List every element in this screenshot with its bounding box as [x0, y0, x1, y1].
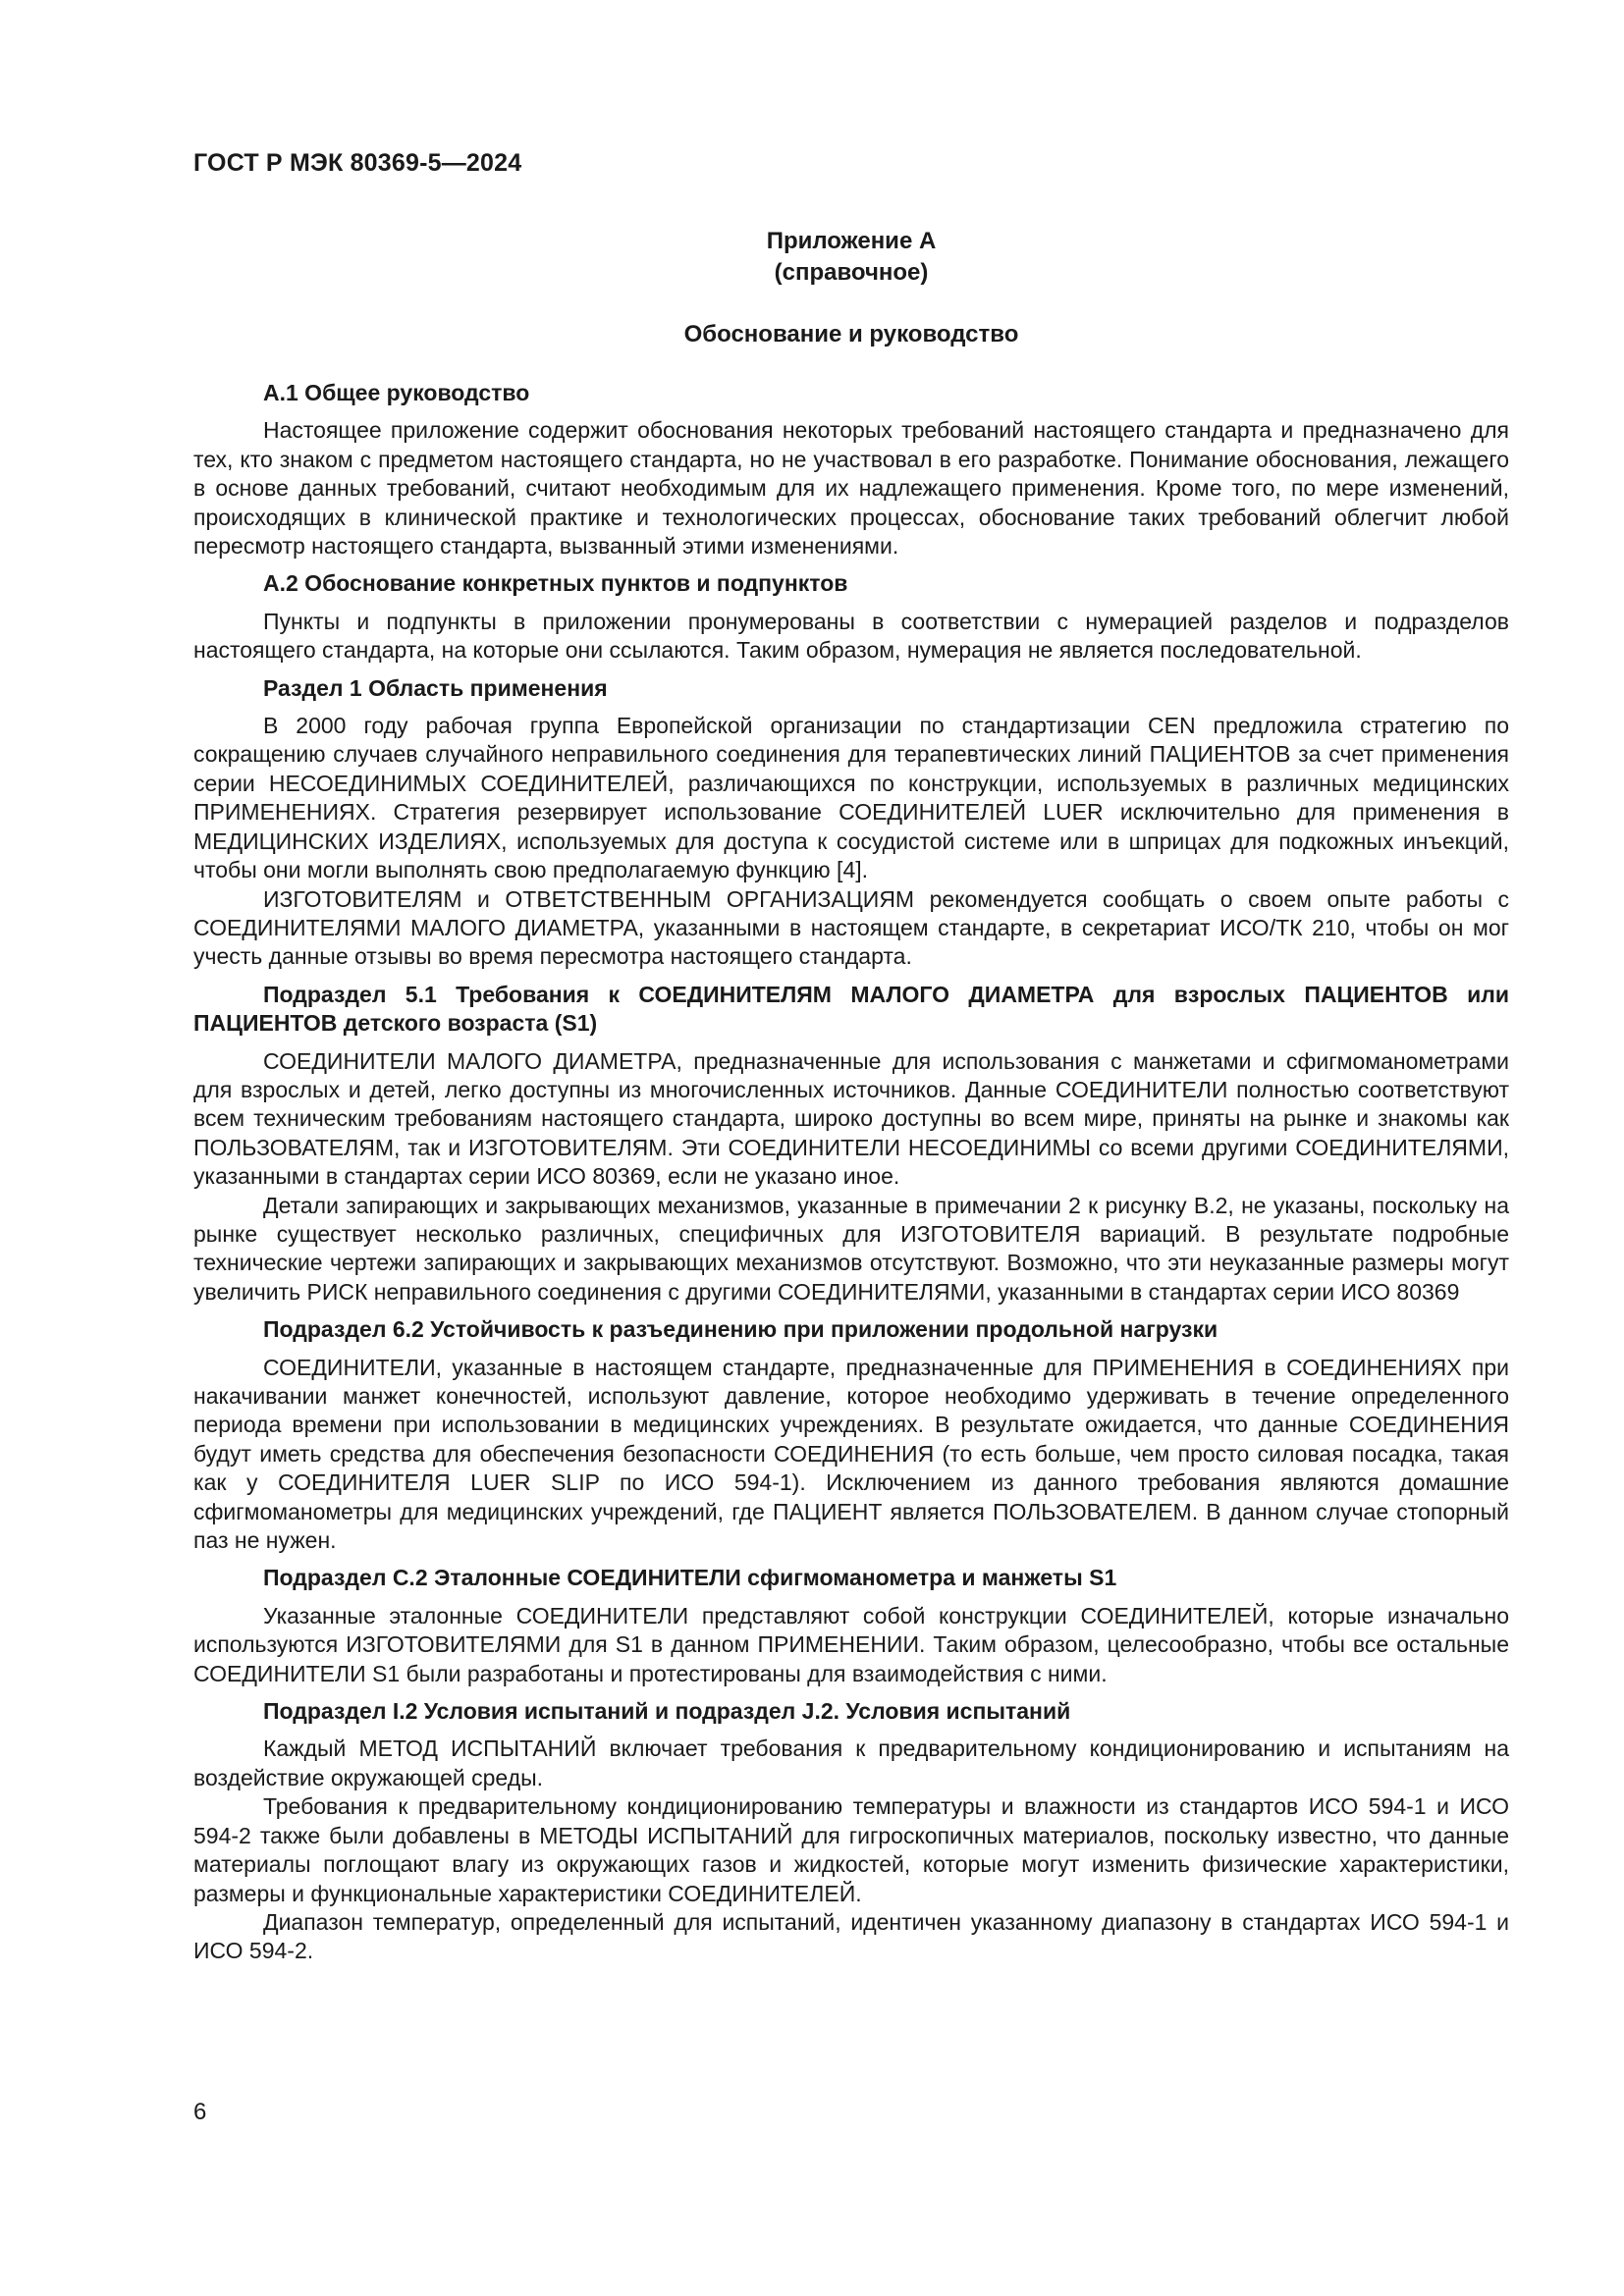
section-heading: Подраздел С.2 Эталонные СОЕДИНИТЕЛИ сфигмоманометра и манжеты S1	[263, 1565, 1117, 1591]
paragraph: Каждый МЕТОД ИСПЫТАНИЙ включает требования к предварительному кондиционированию и испытаниям на воздействие окружающей среды.	[193, 1735, 1509, 1790]
annex-title: Обоснование и руководство	[683, 321, 1019, 347]
section-heading: А.1 Общее руководство	[263, 380, 530, 405]
annex-status: (справочное)	[774, 259, 929, 286]
annex-label: Приложение А	[766, 228, 937, 254]
paragraph: Настоящее приложение содержит обоснования некоторых требований настоящего стандарта и предназначено для тех, кто знаком с предметом настоящего стандарта, но не участвовал в его разработке. Понимание обоснования, лежащего в основе данных требований, считают необходимым для их надлежащего применения. Кроме того, по мере изменений, происходящих в клинической практике и технологических процессах, обоснование таких требований облегчит любой пересмотр настоящего стандарта, вызванный этими изменениями.	[193, 417, 1509, 560]
page-number: 6	[193, 2099, 207, 2125]
paragraph: Требования к предварительному кондиционированию температуры и влажности из стандартов ИСО 594-1 и ИСО 594-2 также были добавлены в МЕТОДЫ ИСПЫТАНИЙ для гигроскопичных материалов, поскольку известно, что данные материалы поглощают влагу из окружающих газов и жидкостей, которые могут изменить физические характеристики, размеры и функциональные характеристики СОЕДИНИТЕЛЕЙ.	[193, 1793, 1509, 1906]
section-heading: Раздел 1 Область применения	[263, 674, 608, 701]
paragraph: Диапазон температур, определенный для испытаний, идентичен указанному диапазону в стандартах ИСО 594-1 и ИСО 594-2.	[193, 1908, 1509, 1964]
paragraph: СОЕДИНИТЕЛИ МАЛОГО ДИАМЕТРА, предназначенные для использования с манжетами и сфигмоманометрами для взрослых и детей, легко доступны из многочисленных источников. Данные СОЕДИНИТЕЛИ полностью соответствуют всем техническим требованиям настоящего стандарта, широко доступны во всем мире, приняты на рынке и знакомы как ПОЛЬЗОВАТЕЛЯМ, так и ИЗГОТОВИТЕЛЯМ. Эти СОЕДИНИТЕЛИ НЕСОЕДИНИМЫ со всеми другими СОЕДИНИТЕЛЯМИ, указанными в стандартах серии ИСО 80369, если не указано иное.	[193, 1047, 1509, 1190]
paragraph: СОЕДИНИТЕЛИ, указанные в настоящем стандарте, предназначенные для ПРИМЕНЕНИЯ в СОЕДИНЕНИЯХ при накачивании манжет конечностей, используют давление, которое необходимо удерживать в течение определенного периода времени при использовании в медицинских учреждениях. В результате ожидается, что данные СОЕДИНЕНИЯ будут иметь средства для обеспечения безопасности СОЕДИНЕНИЯ (то есть больше, чем просто силовая посадка, такая как у СОЕДИНИТЕЛЯ LUER SLIP по ИСО 594-1). Исключением из данного требования являются домашние сфигмоманометры для медицинских учреждений, где ПАЦИЕНТ является ПОЛЬЗОВАТЕЛЕМ. В данном случае стопорный паз не нужен.	[193, 1354, 1509, 1554]
paragraph: Детали запирающих и закрывающих механизмов, указанные в примечании 2 к рисунку В.2, не указаны, поскольку на рынке существует несколько различных, специфичных для ИЗГОТОВИТЕЛЯ вариаций. В результате подробные технические чертежи запирающих и закрывающих механизмов отсутствуют. Возможно, что эти неуказанные размеры могут увеличить РИСК неправильного соединения с другими СОЕДИНИТЕЛЯМИ, указанными в стандартах серии ИСО 80369	[193, 1192, 1509, 1305]
paragraph: Пункты и подпункты в приложении пронумерованы в соответствии с нумерацией разделов и подразделов настоящего стандарта, на которые они ссылаются. Таким образом, нумерация не является последовательной.	[193, 608, 1509, 664]
section-heading: Подраздел I.2 Условия испытаний и подраздел J.2. Условия испытаний	[263, 1698, 1071, 1725]
paragraph: ИЗГОТОВИТЕЛЯМ и ОТВЕТСТВЕННЫМ ОРГАНИЗАЦИЯМ рекомендуется сообщать о своем опыте работы с СОЕДИНИТЕЛЯМИ МАЛОГО ДИАМЕТРА, указанными в настоящем стандарте, в секретариат ИСО/ТК 210, чтобы он мог учесть данные отзывы во время пересмотра настоящего стандарта.	[193, 885, 1509, 970]
paragraph: Указанные эталонные СОЕДИНИТЕЛИ представляют собой конструкции СОЕДИНИТЕЛЕЙ, которые изначально используются ИЗГОТОВИТЕЛЯМИ для S1 в данном ПРИМЕНЕНИИ. Таким образом, целесообразно, чтобы все остальные СОЕДИНИТЕЛИ S1 были разработаны и протестированы для взаимодействия с ними.	[193, 1602, 1509, 1686]
document-body	[193, 379, 1509, 1966]
section-heading: Подраздел 5.1 Требования к СОЕДИНИТЕЛЯМ МАЛОГО ДИАМЕТРА для взрослых ПАЦИЕНТОВ или ПАЦИЕНТОВ детского возраста (S1)	[193, 981, 1509, 1037]
paragraph: В 2000 году рабочая группа Европейской организации по стандартизации CEN предложила стратегию по сокращению случаев случайного неправильного соединения для терапевтических линий ПАЦИЕНТОВ за счет применения серии НЕСОЕДИНИМЫХ СОЕДИНИТЕЛЕЙ, различающихся по конструкции, используемых в различных медицинских ПРИМЕНЕНИЯХ. Стратегия резервирует использование СОЕДИНИТЕЛЕЙ LUER исключительно для применения в МЕДИЦИНСКИХ ИЗДЕЛИЯХ, используемых для доступа к сосудистой системе или в шприцах для подкожных инъекций, чтобы они могли выполнять свою предполагаемую функцию [4].	[193, 713, 1509, 883]
document-id: ГОСТ Р МЭК 80369-5—2024	[193, 149, 522, 177]
section-heading: А.2 Обоснование конкретных пунктов и подпунктов	[263, 570, 848, 597]
section-heading: Подраздел 6.2 Устойчивость к разъединению при приложении продольной нагрузки	[263, 1316, 1218, 1343]
